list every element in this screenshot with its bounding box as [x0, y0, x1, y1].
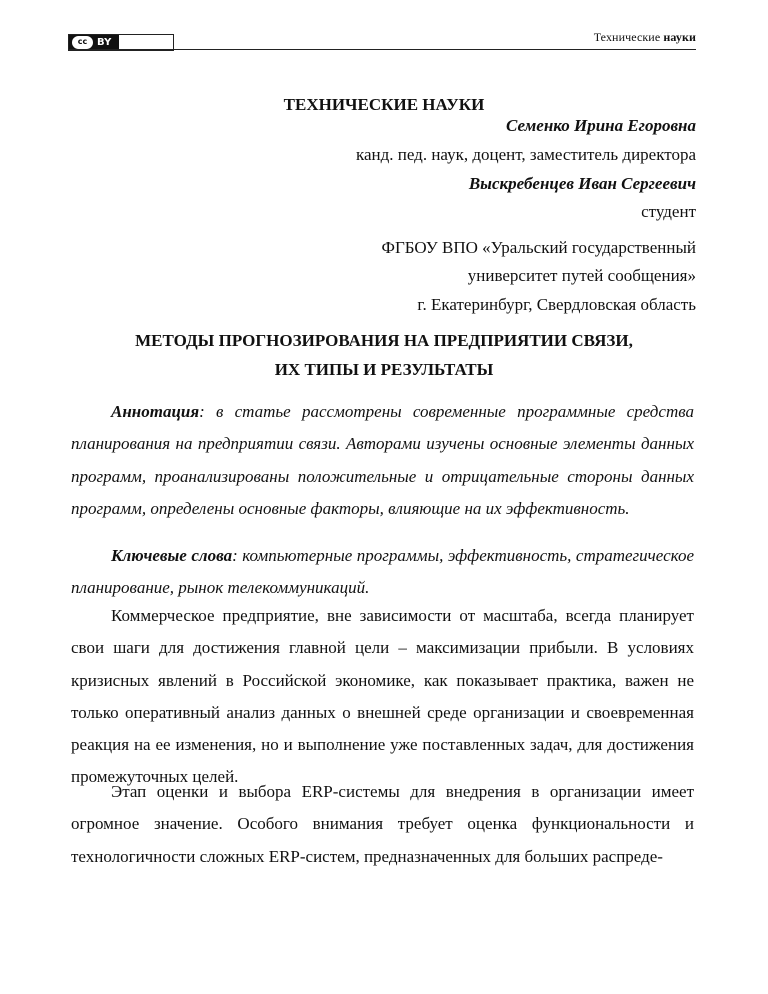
cc-icon: cc — [72, 36, 93, 49]
keywords — [71, 540, 694, 605]
running-title — [594, 30, 696, 45]
keywords-label: Ключевые слова — [111, 546, 233, 565]
abstract-text: : в статье рассмотрены современные программные средства планирования на предприятии связи. Авторами изучены основные элементы данных программ, проанализированы положительные и отрицательные стороны данных программ, определены основные факторы, влияющие на их эффективность. — [71, 402, 694, 518]
article-title-line-2: ИХ ТИПЫ И РЕЗУЛЬТАТЫ — [274, 360, 494, 379]
affiliation-city: г. Екатеринбург, Свердловская область — [417, 295, 696, 314]
author-name-2: Выскребенцев Иван Сергеевич — [468, 174, 696, 193]
license-badge-by: BY — [97, 37, 112, 48]
license-badge-dark-area — [69, 35, 119, 50]
affiliation-line-1: ФГБОУ ВПО «Уральский государственный — [381, 238, 696, 257]
running-title-normal: Технические — [593, 30, 664, 44]
article-title-line-1: МЕТОДЫ ПРОГНОЗИРОВАНИЯ НА ПРЕДПРИЯТИИ СВЯЗИ, — [135, 331, 633, 350]
abstract — [71, 396, 694, 525]
abstract-label: Аннотация — [111, 402, 200, 421]
section-title: ТЕХНИЧЕСКИЕ НАУКИ — [283, 95, 485, 114]
running-title-bold: науки — [663, 30, 696, 44]
author-role-1: канд. пед. наук, доцент, заместитель директора — [355, 145, 696, 164]
body-paragraph-1: Коммерческое предприятие, вне зависимости от масштаба, всегда планирует свои шаги для достижения главной цели – максимизации прибыли. В условиях кризисных явлений в Российской экономике, как показывает практика, важен не только оперативный анализ данных о внешней среде организации и своевременная реакция на ее изменения, но и выполнение уже поставленных задач, для достижения промежуточных целей. — [71, 606, 694, 787]
author-name-1: Семенко Ирина Егоровна — [506, 116, 696, 135]
affiliation-line-2: университет путей сообщения» — [467, 266, 696, 285]
body-paragraph-2: Этап оценки и выбора ERP-системы для внедрения в организации имеет огромное значение. Особого внимания требует оценка функциональности и технологичности сложных ERP-систем, предназначенных для больших распреде- — [71, 782, 694, 866]
author-role-2: студент — [641, 202, 696, 221]
keywords-text: : компьютерные программы, эффективность, стратегическое планирование, рынок телекоммуникаций. — [71, 546, 694, 598]
header-rule — [68, 49, 696, 50]
